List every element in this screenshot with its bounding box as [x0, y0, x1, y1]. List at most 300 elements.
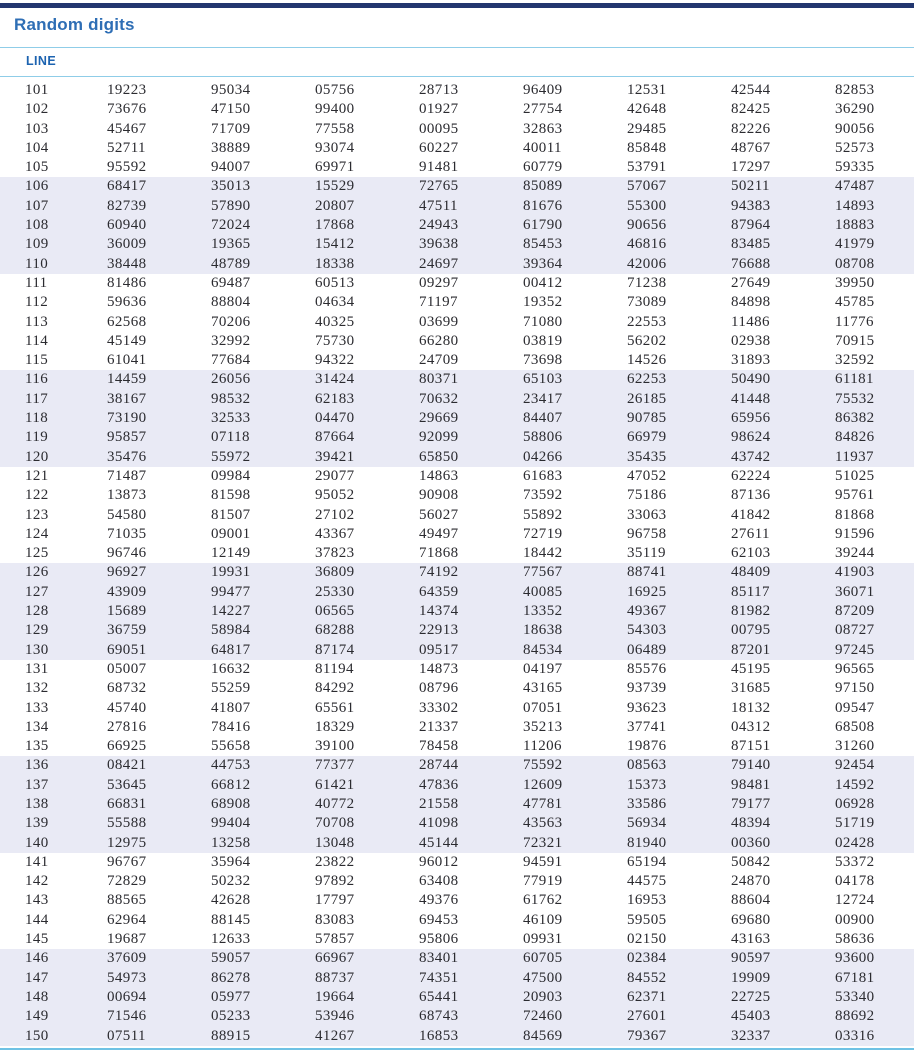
digit-group: 92099: [419, 429, 459, 446]
digit-group: 40772: [315, 795, 355, 812]
digit-group: 02384: [627, 950, 667, 967]
line-number: 102: [25, 101, 49, 118]
digit-group: 45149: [107, 332, 147, 349]
digit-group: 39244: [835, 545, 875, 562]
digit-group: 47836: [419, 776, 459, 793]
line-number: 127: [25, 583, 49, 600]
line-number: 109: [25, 236, 49, 253]
digit-group: 45785: [835, 294, 875, 311]
digit-group: 15689: [107, 603, 147, 620]
digit-group: 97150: [835, 680, 875, 697]
digit-group: 85117: [731, 583, 770, 600]
table-row: [0, 814, 914, 833]
digit-group: 04634: [315, 294, 355, 311]
digit-group: 84826: [835, 429, 875, 446]
digit-group: 92454: [835, 757, 875, 774]
digit-group: 35119: [627, 545, 666, 562]
digit-group: 17797: [315, 892, 355, 909]
digit-group: 60779: [523, 159, 563, 176]
digit-group: 35213: [523, 718, 563, 735]
digit-group: 62183: [315, 390, 355, 407]
digit-group: 47052: [627, 467, 667, 484]
table-row: [0, 1007, 914, 1026]
digit-group: 53372: [835, 853, 875, 870]
digit-group: 66812: [211, 776, 251, 793]
digit-group: 48767: [731, 139, 771, 156]
line-number: 124: [25, 525, 49, 542]
header-divider: [0, 76, 914, 77]
digit-group: 08796: [419, 680, 459, 697]
digit-group: 14374: [419, 603, 459, 620]
digit-group: 24697: [419, 255, 459, 272]
digit-group: 19931: [211, 564, 251, 581]
digit-group: 59057: [211, 950, 251, 967]
line-number: 106: [25, 178, 49, 195]
digit-group: 04197: [523, 660, 563, 677]
digit-group: 08563: [627, 757, 667, 774]
digit-group: 69680: [731, 911, 771, 928]
digit-group: 53791: [627, 159, 667, 176]
digit-group: 37823: [315, 545, 355, 562]
digit-group: 13352: [523, 603, 563, 620]
digit-group: 57857: [315, 931, 355, 948]
digit-group: 31424: [315, 371, 355, 388]
digit-group: 32863: [523, 120, 563, 137]
digit-group: 24870: [731, 873, 771, 890]
digit-group: 14893: [835, 197, 875, 214]
digit-group: 66280: [419, 332, 459, 349]
line-number: 114: [25, 332, 49, 349]
line-number: 139: [25, 815, 49, 832]
digit-group: 09547: [835, 699, 875, 716]
digit-group: 52711: [107, 139, 146, 156]
digit-group: 43165: [523, 680, 563, 697]
table-row: [0, 216, 914, 235]
table-row: [0, 583, 914, 602]
digit-group: 36009: [107, 236, 147, 253]
table-body: [0, 81, 914, 1046]
digit-group: 63408: [419, 873, 459, 890]
table-row: [0, 737, 914, 756]
digit-group: 31685: [731, 680, 771, 697]
digit-group: 16632: [211, 660, 251, 677]
digit-group: 96565: [835, 660, 875, 677]
digit-group: 83083: [315, 911, 355, 928]
digit-group: 79140: [731, 757, 771, 774]
digit-group: 71035: [107, 525, 147, 542]
digit-group: 45195: [731, 660, 771, 677]
digit-group: 75730: [315, 332, 355, 349]
digit-group: 37609: [107, 950, 147, 967]
digit-group: 43367: [315, 525, 355, 542]
digit-group: 12149: [211, 545, 251, 562]
table-row: [0, 293, 914, 312]
digit-group: 32337: [731, 1027, 771, 1044]
digit-group: 95052: [315, 487, 355, 504]
digit-group: 54973: [107, 969, 147, 986]
table-row: [0, 756, 914, 775]
digit-group: 14592: [835, 776, 875, 793]
digit-group: 87174: [315, 641, 355, 658]
digit-group: 98481: [731, 776, 771, 793]
digit-group: 51719: [835, 815, 875, 832]
digit-group: 36071: [835, 583, 875, 600]
digit-group: 84534: [523, 641, 563, 658]
digit-group: 11937: [835, 448, 874, 465]
digit-group: 28713: [419, 82, 459, 98]
digit-group: 39638: [419, 236, 459, 253]
digit-group: 58984: [211, 622, 251, 639]
digit-group: 69971: [315, 159, 355, 176]
digit-group: 39950: [835, 274, 875, 291]
digit-group: 96767: [107, 853, 147, 870]
table-row: [0, 158, 914, 177]
table-row: [0, 699, 914, 718]
digit-group: 02428: [835, 834, 875, 851]
digit-group: 45740: [107, 699, 147, 716]
digit-group: 19365: [211, 236, 251, 253]
digit-group: 07511: [107, 1027, 146, 1044]
digit-group: 64817: [211, 641, 251, 658]
digit-group: 02938: [731, 332, 771, 349]
digit-group: 35476: [107, 448, 147, 465]
digit-group: 42544: [731, 82, 771, 98]
digit-group: 84898: [731, 294, 771, 311]
table-row: [0, 274, 914, 293]
line-number: 128: [25, 603, 49, 620]
digit-group: 60227: [419, 139, 459, 156]
digit-group: 42628: [211, 892, 251, 909]
digit-group: 09001: [211, 525, 251, 542]
digit-group: 68743: [419, 1008, 459, 1025]
digit-group: 97245: [835, 641, 875, 658]
table-row: [0, 621, 914, 640]
digit-group: 29669: [419, 410, 459, 427]
digit-group: 96409: [523, 82, 563, 98]
page-title: Random digits: [14, 15, 135, 34]
digit-group: 61041: [107, 352, 147, 369]
digit-group: 62103: [731, 545, 771, 562]
digit-group: 77684: [211, 352, 251, 369]
digit-group: 39421: [315, 448, 355, 465]
digit-group: 46816: [627, 236, 667, 253]
digit-group: 56027: [419, 506, 459, 523]
line-number: 123: [25, 506, 49, 523]
digit-group: 06565: [315, 603, 355, 620]
digit-group: 38448: [107, 255, 147, 272]
digit-group: 65850: [419, 448, 459, 465]
digit-group: 53946: [315, 1008, 355, 1025]
random-digits-table: [0, 81, 914, 1046]
digit-group: 54303: [627, 622, 667, 639]
digit-group: 69487: [211, 274, 251, 291]
digit-group: 71546: [107, 1008, 147, 1025]
digit-group: 88604: [731, 892, 771, 909]
digit-group: 11206: [523, 738, 562, 755]
digit-group: 07118: [211, 429, 250, 446]
digit-group: 16925: [627, 583, 667, 600]
digit-group: 83401: [419, 950, 459, 967]
digit-group: 00412: [523, 274, 563, 291]
digit-group: 09931: [523, 931, 563, 948]
digit-group: 50211: [731, 178, 770, 195]
digit-group: 12975: [107, 834, 147, 851]
digit-group: 81868: [835, 506, 875, 523]
digit-group: 91596: [835, 525, 875, 542]
digit-group: 95761: [835, 487, 875, 504]
digit-group: 42648: [627, 101, 667, 118]
table-row: [0, 602, 914, 621]
digit-group: 04266: [523, 448, 563, 465]
digit-group: 77558: [315, 120, 355, 137]
digit-group: 73698: [523, 352, 563, 369]
table-row: [0, 544, 914, 563]
digit-group: 68732: [107, 680, 147, 697]
digit-group: 36290: [835, 101, 875, 118]
line-number: 115: [25, 352, 49, 369]
digit-group: 59505: [627, 911, 667, 928]
digit-group: 39364: [523, 255, 563, 272]
digit-group: 41098: [419, 815, 459, 832]
table-row: [0, 428, 914, 447]
digit-group: 18883: [835, 217, 875, 234]
digit-group: 41267: [315, 1027, 355, 1044]
digit-group: 14526: [627, 352, 667, 369]
digit-group: 33063: [627, 506, 667, 523]
digit-group: 73592: [523, 487, 563, 504]
line-number: 141: [25, 853, 49, 870]
digit-group: 18338: [315, 255, 355, 272]
digit-group: 13873: [107, 487, 147, 504]
digit-group: 60940: [107, 217, 147, 234]
line-number: 129: [25, 622, 49, 639]
digit-group: 99400: [315, 101, 355, 118]
digit-group: 99404: [211, 815, 251, 832]
digit-group: 95592: [107, 159, 147, 176]
digit-group: 94007: [211, 159, 251, 176]
digit-group: 52573: [835, 139, 875, 156]
digit-group: 71080: [523, 313, 563, 330]
digit-group: 13258: [211, 834, 251, 851]
digit-group: 17297: [731, 159, 771, 176]
digit-group: 81507: [211, 506, 251, 523]
table-row: [0, 467, 914, 486]
digit-group: 32592: [835, 352, 875, 369]
digit-group: 16853: [419, 1027, 459, 1044]
table-row: [0, 641, 914, 660]
digit-group: 27102: [315, 506, 355, 523]
digit-group: 81982: [731, 603, 771, 620]
line-number: 119: [25, 429, 49, 446]
digit-group: 69453: [419, 911, 459, 928]
digit-group: 84407: [523, 410, 563, 427]
digit-group: 59335: [835, 159, 875, 176]
digit-group: 88804: [211, 294, 251, 311]
digit-group: 49367: [627, 603, 667, 620]
digit-group: 65194: [627, 853, 667, 870]
digit-group: 96012: [419, 853, 459, 870]
top-border-bar: [0, 3, 914, 8]
digit-group: 16953: [627, 892, 667, 909]
digit-group: 93739: [627, 680, 667, 697]
table-row: [0, 409, 914, 428]
digit-group: 78458: [419, 738, 459, 755]
digit-group: 11776: [835, 313, 874, 330]
digit-group: 66967: [315, 950, 355, 967]
digit-group: 87209: [835, 603, 875, 620]
digit-group: 68508: [835, 718, 875, 735]
digit-group: 85089: [523, 178, 563, 195]
digit-group: 03316: [835, 1027, 875, 1044]
digit-group: 62568: [107, 313, 147, 330]
digit-group: 87136: [731, 487, 771, 504]
table-row: [0, 197, 914, 216]
digit-group: 45467: [107, 120, 147, 137]
digit-group: 87151: [731, 738, 771, 755]
digit-group: 32533: [211, 410, 251, 427]
digit-group: 49376: [419, 892, 459, 909]
digit-group: 14227: [211, 603, 251, 620]
digit-group: 40011: [523, 139, 562, 156]
digit-group: 71238: [627, 274, 667, 291]
digit-group: 04312: [731, 718, 771, 735]
digit-group: 12609: [523, 776, 563, 793]
digit-group: 90785: [627, 410, 667, 427]
line-number: 140: [25, 834, 49, 851]
digit-group: 09297: [419, 274, 459, 291]
line-number: 148: [25, 988, 49, 1005]
digit-group: 70632: [419, 390, 459, 407]
digit-group: 62371: [627, 988, 667, 1005]
digit-group: 88145: [211, 911, 251, 928]
digit-group: 36809: [315, 564, 355, 581]
digit-group: 19687: [107, 931, 147, 948]
digit-group: 78416: [211, 718, 251, 735]
digit-group: 00360: [731, 834, 771, 851]
digit-group: 27649: [731, 274, 771, 291]
digit-group: 32992: [211, 332, 251, 349]
line-number: 113: [25, 313, 49, 330]
digit-group: 98624: [731, 429, 771, 446]
digit-group: 40325: [315, 313, 355, 330]
digit-group: 90656: [627, 217, 667, 234]
digit-group: 86278: [211, 969, 251, 986]
digit-group: 35435: [627, 448, 667, 465]
digit-group: 47500: [523, 969, 563, 986]
digit-group: 43909: [107, 583, 147, 600]
digit-group: 41448: [731, 390, 771, 407]
digit-group: 48409: [731, 564, 771, 581]
digit-group: 22913: [419, 622, 459, 639]
digit-group: 72719: [523, 525, 563, 542]
line-number: 116: [25, 371, 49, 388]
table-row: [0, 486, 914, 505]
digit-group: 70915: [835, 332, 875, 349]
digit-group: 82425: [731, 101, 771, 118]
bottom-divider: [0, 1048, 914, 1050]
line-number: 145: [25, 931, 49, 948]
digit-group: 85453: [523, 236, 563, 253]
digit-group: 47511: [419, 197, 458, 214]
digit-group: 43563: [523, 815, 563, 832]
digit-group: 18329: [315, 718, 355, 735]
digit-group: 72765: [419, 178, 459, 195]
digit-group: 01927: [419, 101, 459, 118]
table-row: [0, 370, 914, 389]
digit-group: 28744: [419, 757, 459, 774]
line-number: 121: [25, 467, 49, 484]
line-number: 117: [25, 390, 49, 407]
digit-group: 85848: [627, 139, 667, 156]
table-row: [0, 969, 914, 988]
table-row: [0, 255, 914, 274]
digit-group: 84569: [523, 1027, 563, 1044]
digit-group: 27816: [107, 718, 147, 735]
digit-group: 08727: [835, 622, 875, 639]
digit-group: 88737: [315, 969, 355, 986]
digit-group: 04470: [315, 410, 355, 427]
digit-group: 65103: [523, 371, 563, 388]
table-row: [0, 911, 914, 930]
table-row: [0, 853, 914, 872]
line-number: 122: [25, 487, 49, 504]
digit-group: 03819: [523, 332, 563, 349]
digit-group: 40085: [523, 583, 563, 600]
digit-group: 66925: [107, 738, 147, 755]
digit-group: 57067: [627, 178, 667, 195]
table-row: [0, 351, 914, 370]
digit-group: 29077: [315, 467, 355, 484]
digit-group: 65956: [731, 410, 771, 427]
digit-group: 62224: [731, 467, 771, 484]
table-row: [0, 81, 914, 100]
digit-group: 88565: [107, 892, 147, 909]
digit-group: 19876: [627, 738, 667, 755]
digit-group: 20903: [523, 988, 563, 1005]
digit-group: 48789: [211, 255, 251, 272]
digit-group: 24709: [419, 352, 459, 369]
digit-group: 35013: [211, 178, 251, 195]
digit-group: 61421: [315, 776, 355, 793]
line-number: 112: [25, 294, 49, 311]
digit-group: 48394: [731, 815, 771, 832]
digit-group: 11486: [731, 313, 770, 330]
digit-group: 60513: [315, 274, 355, 291]
digit-group: 68288: [315, 622, 355, 639]
table-row: [0, 120, 914, 139]
line-number: 126: [25, 564, 49, 581]
digit-group: 53645: [107, 776, 147, 793]
digit-group: 57890: [211, 197, 251, 214]
digit-group: 61683: [523, 467, 563, 484]
line-number: 130: [25, 641, 49, 658]
digit-group: 47150: [211, 101, 251, 118]
digit-group: 74192: [419, 564, 459, 581]
digit-group: 72024: [211, 217, 251, 234]
digit-group: 93600: [835, 950, 875, 967]
digit-group: 96927: [107, 564, 147, 581]
digit-group: 74351: [419, 969, 459, 986]
digit-group: 08708: [835, 255, 875, 272]
digit-group: 14459: [107, 371, 147, 388]
digit-group: 02150: [627, 931, 667, 948]
table-row: [0, 506, 914, 525]
digit-group: 05977: [211, 988, 251, 1005]
digit-group: 71709: [211, 120, 251, 137]
line-column-header: LINE: [26, 54, 57, 68]
digit-group: 58636: [835, 931, 875, 948]
digit-group: 18132: [731, 699, 771, 716]
